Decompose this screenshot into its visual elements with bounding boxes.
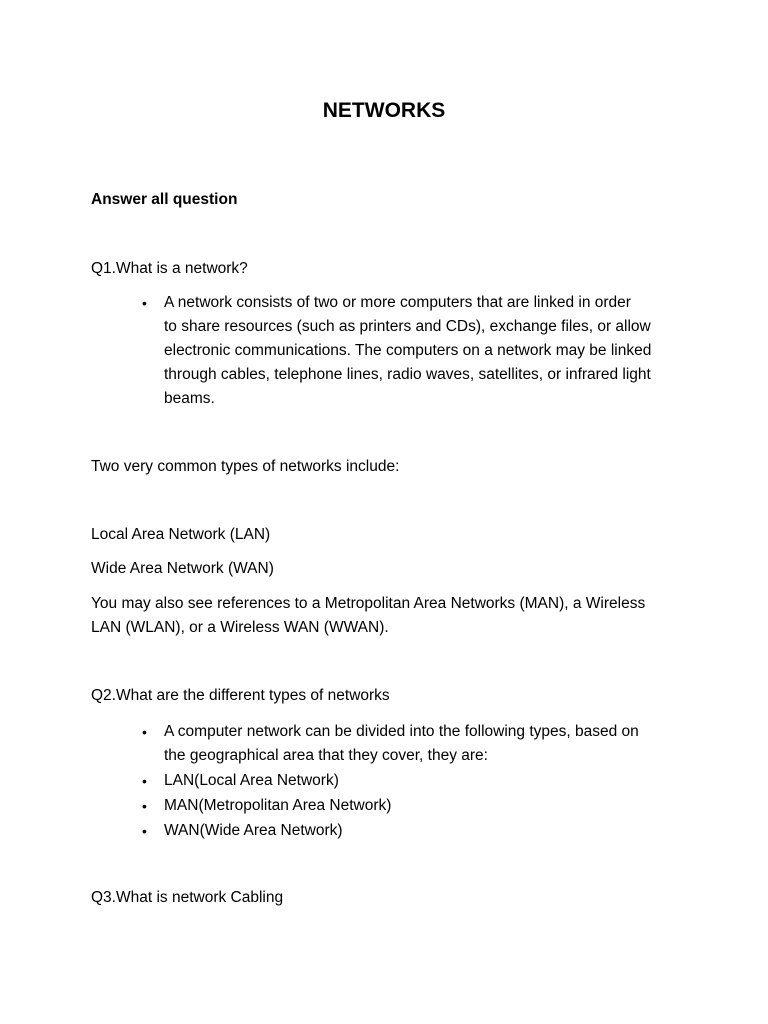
answer-line: LAN(Local Area Network) xyxy=(164,772,339,789)
answer-line: to share resources (such as printers and CDs), exchange files, or allow xyxy=(164,318,651,335)
q1-answer-list xyxy=(141,291,701,411)
bullet-icon: • xyxy=(142,295,147,311)
page-title: NETWORKS xyxy=(322,99,446,122)
answer-line: beams. xyxy=(164,390,215,407)
answer-line: electronic communications. The computers on a network may be linked xyxy=(164,342,652,359)
bullet-icon: • xyxy=(142,773,147,789)
types-intro-text: Two very common types of networks include: xyxy=(91,458,400,475)
lan-text: Local Area Network (LAN) xyxy=(91,526,271,543)
answer-line: through cables, telephone lines, radio waves, satellites, or infrared light xyxy=(164,366,651,383)
answer-line: the geographical area that they cover, they are: xyxy=(164,747,488,764)
answer-line: A network consists of two or more computers that are linked in order xyxy=(164,294,631,311)
list-item xyxy=(141,794,701,818)
answer-line: MAN(Metropolitan Area Network) xyxy=(164,797,392,814)
list-item xyxy=(141,769,701,793)
answer-line: A computer network can be divided into the following types, based on xyxy=(164,723,639,740)
bullet-icon: • xyxy=(142,724,147,740)
question-2: Q2.What are the different types of networks xyxy=(91,687,390,704)
list-item xyxy=(141,291,701,411)
answer-line: WAN(Wide Area Network) xyxy=(164,822,343,839)
list-item xyxy=(141,720,701,768)
question-3: Q3.What is network Cabling xyxy=(91,889,284,906)
q2-answer-list xyxy=(141,720,701,843)
instruction-text: Answer all question xyxy=(91,191,238,208)
list-item xyxy=(141,819,701,843)
wan-text: Wide Area Network (WAN) xyxy=(91,560,274,577)
also-see-line: You may also see references to a Metropolitan Area Networks (MAN), a Wireless xyxy=(91,595,646,612)
bullet-icon: • xyxy=(142,798,147,814)
question-1: Q1.What is a network? xyxy=(91,260,248,277)
also-see-line: LAN (WLAN), or a Wireless WAN (WWAN). xyxy=(91,619,389,636)
bullet-icon: • xyxy=(142,823,147,839)
